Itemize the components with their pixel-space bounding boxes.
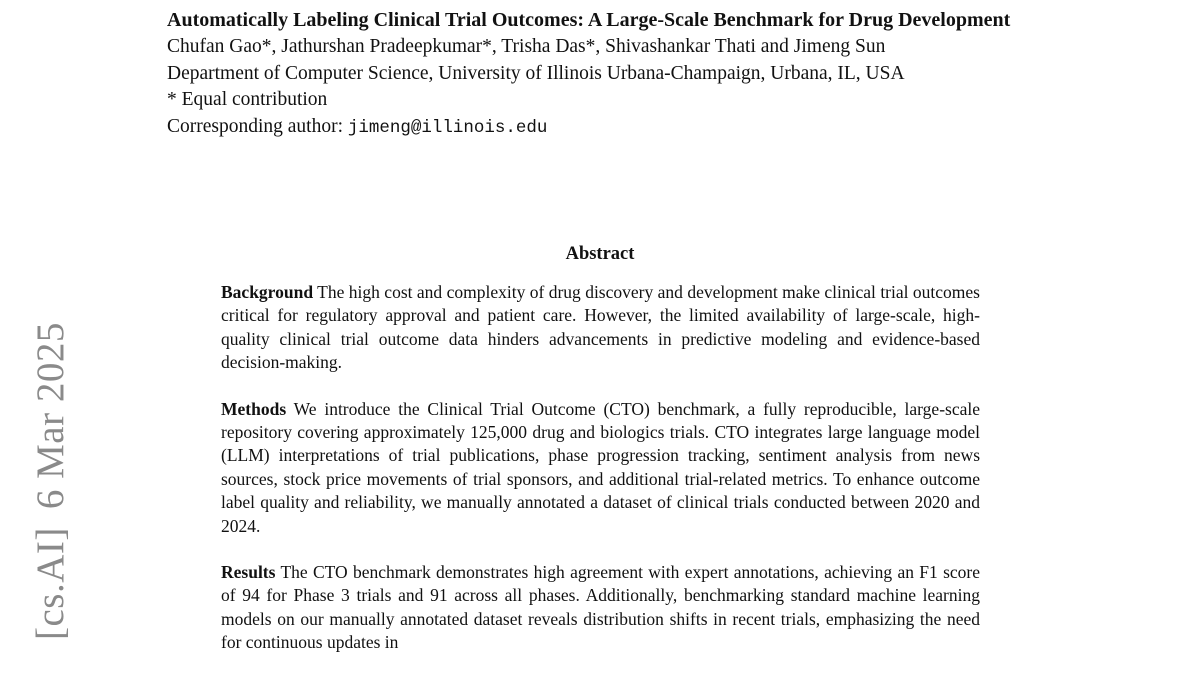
arxiv-identifier-stamp <box>28 322 73 640</box>
affiliation: Department of Computer Science, University of Illinois Urbana-Champaign, Urbana, IL, USA <box>167 62 905 84</box>
equal-contribution-note: * Equal contribution <box>167 89 328 110</box>
corresponding-author-label: Corresponding author: <box>167 115 344 137</box>
abstract-heading: Abstract <box>565 244 635 264</box>
arxiv-date: 6 Mar 2025 <box>29 322 72 510</box>
abstract-background <box>221 281 980 375</box>
abstract-body <box>221 281 980 678</box>
abstract-results <box>221 561 980 655</box>
results-text: The CTO benchmark demonstrates high agreement with expert annotations, achieving an F1 score of 94 for Phase 3 trials and 91 across all phases. Additionally, benchmarking standard machine learning models on our manually annotated dataset reveals distribution shifts in recent trials, emphasizing the need for continuous updates in <box>221 562 980 653</box>
paper-header <box>167 7 1027 141</box>
corresponding-author <box>167 114 1027 142</box>
corresponding-email[interactable]: jimeng@illinois.edu <box>347 117 548 138</box>
author-list: Chufan Gao*, Jathurshan Pradeepkumar*, Trisha Das*, Shivashankar Thati and Jimeng Sun <box>167 36 886 57</box>
background-text: The high cost and complexity of drug discovery and development make clinical trial outcomes critical for regulatory approval and patient care. However, the limited availability of large-scale, high-quality clinical trial outcome data hinders advancements in predictive modeling and evidence-based decision-making. <box>221 282 980 373</box>
abstract-methods <box>221 398 980 538</box>
results-label: Results <box>221 562 276 583</box>
paper-title: Automatically Labeling Clinical Trial Outcomes: A Large-Scale Benchmark for Drug Development <box>167 9 1011 31</box>
arxiv-category: [cs.AI] <box>29 527 72 640</box>
methods-text: We introduce the Clinical Trial Outcome (CTO) benchmark, a fully reproducible, large-scale repository covering approximately 125,000 drug and biologics trials. CTO integrates large language model (LLM) interpretations of trial publications, phase progression tracking, sentiment analysis from news sources, stock price movements of trial sponsors, and additional trial-related metrics. To enhance outcome label quality and reliability, we manually annotated a dataset of clinical trials conducted between 2020 and 2024. <box>221 398 980 536</box>
methods-label: Methods <box>221 398 287 419</box>
background-label: Background <box>221 282 314 302</box>
